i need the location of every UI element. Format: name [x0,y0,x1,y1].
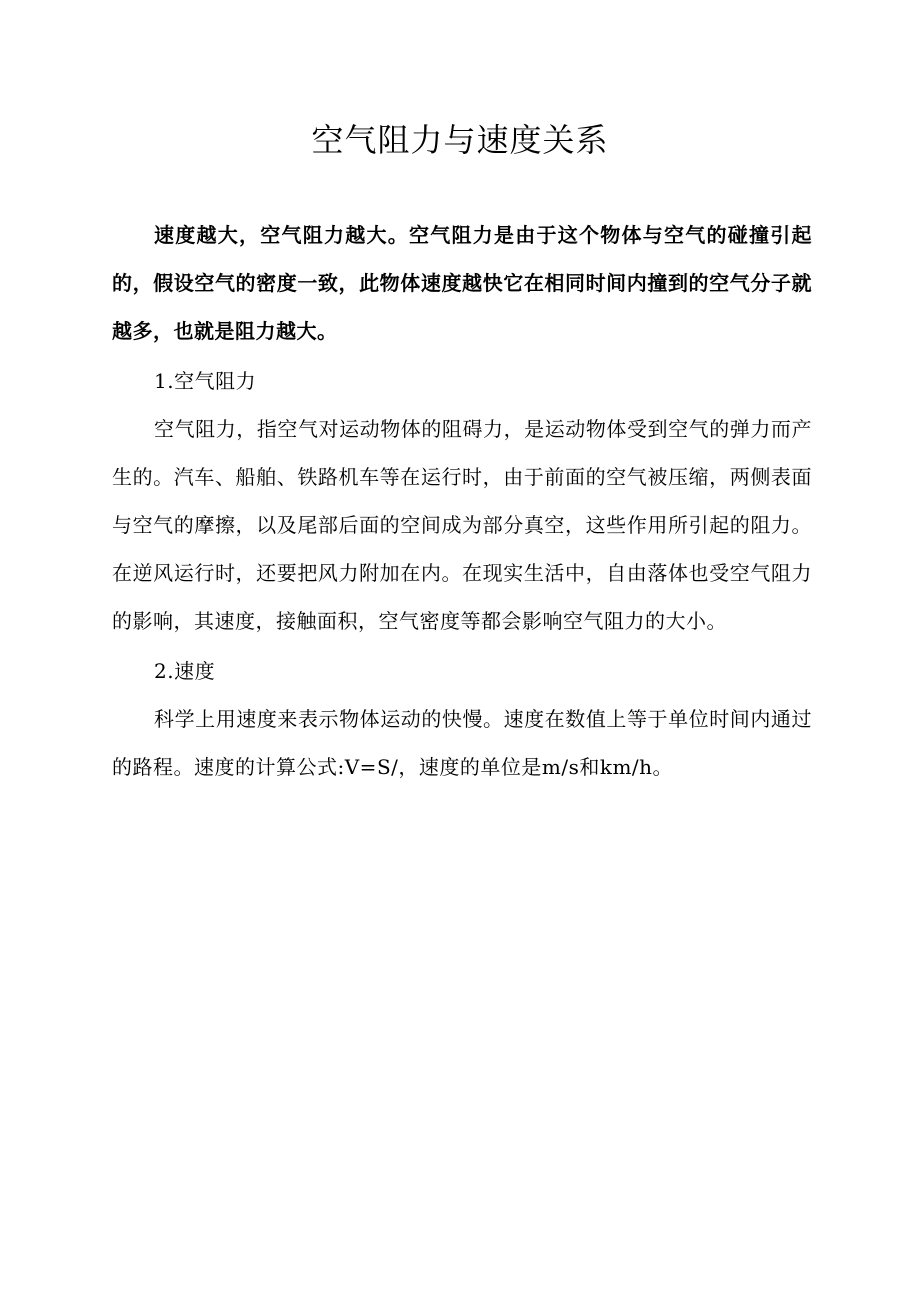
speed-paragraph: 科学上用速度来表示物体运动的快慢。速度在数值上等于单位时间内通过的路程。速度的计算公式:V=S/，速度的单位是m/s和km/h。 [112,707,812,779]
document-body [112,211,812,791]
section-heading-air-resistance: 1.空气阻力 [154,369,257,393]
intro-paragraph: 速度越大，空气阻力越大。空气阻力是由于这个物体与空气的碰撞引起的，假设空气的密度一致，此物体速度越快它在相同时间内撞到的空气分子就越多，也就是阻力越大。 [112,223,812,343]
air-resistance-paragraph: 空气阻力，指空气对运动物体的阻碍力，是运动物体受到空气的弹力而产生的。汽车、船舶、铁路机车等在运行时，由于前面的空气被压缩，两侧表面与空气的摩擦，以及尾部后面的空间成为部分真空，这些作用所引起的阻力。在逆风运行时，还要把风力附加在内。在现实生活中，自由落体也受空气阻力的影响，其速度，接触面积，空气密度等都会影响空气阻力的大小。 [112,417,812,633]
document-title: 空气阻力与速度关系 [311,121,609,159]
section-heading-speed: 2.速度 [154,659,216,683]
